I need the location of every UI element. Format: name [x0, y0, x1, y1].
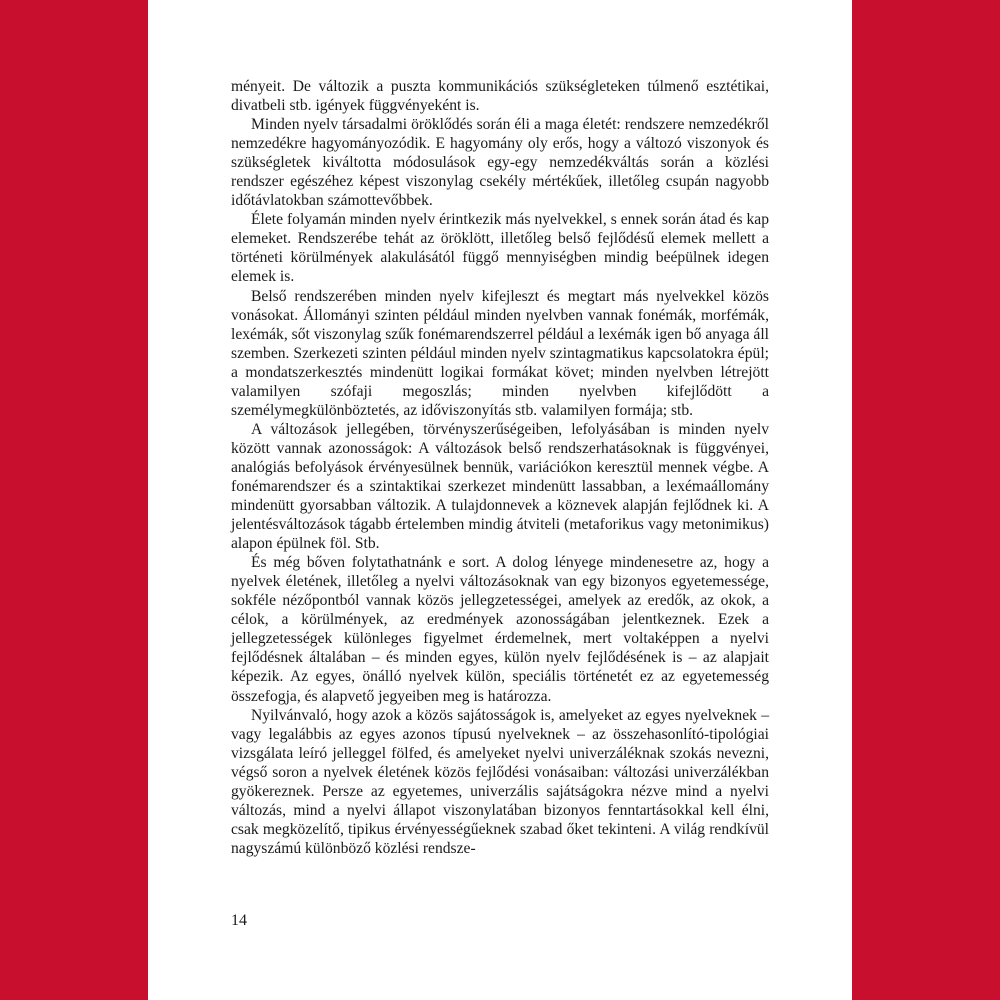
paragraph-7: Nyilvánvaló, hogy azok a közös sajátosságok is, amelyeket az egyes nyelveknek – vagy legalábbis az egyes azonos típusú nyelveknek – az összehasonlító-tipológiai vizsgálata leíró jelleggel fölfed, és amelyeket nyelvi univerzáléknak szokás nevezni, végső soron a nyelvek életének közös fejlődési vonásaiban: változási univerzálékban gyökereznek. Persze az egyetemes, univerzális sajátságokra nézve mind a nyelvi változás, mind a nyelvi állapot viszonylatában bizonyos fenntartásokkal kell élni, csak megközelítő, tipikus érvényességűeknek szabad őket tekinteni. A világ rendkívül nagyszámú különböző közlési rendsze-	[231, 706, 769, 857]
right-red-border	[852, 0, 1000, 1000]
page-number: 14	[231, 912, 247, 929]
paragraph-6: És még bőven folytathatnánk e sort. A dolog lényege mindenesetre az, hogy a nyelvek életének, illetőleg a nyelvi változásoknak van egy bizonyos egyetemessége, sokféle nézőpontból vannak közös jellegzetességei, amelyek az eredők, az okok, a célok, a körülmények, az eredmények azonosságában jelentkeznek. Ezek a jellegzetességek különleges figyelmet érdemelnek, mert voltaképpen a nyelvi fejlődésnek általában – és minden egyes, külön nyelv fejlődésének is – az alapjait képezik. Az egyes, önálló nyelvek külön, speciális történetét ez az egyetemesség összefogja, és alapvető jegyeiben meg is határozza.	[231, 554, 769, 705]
paragraph-2: Minden nyelv társadalmi öröklődés során éli a maga életét: rendszere nemzedékről nemzedékre hagyományozódik. E hagyomány oly erős, hogy a változó viszonyok és szükségletek kiváltotta módosulások egy-egy nemzedékváltás során a közlési rendszer egészéhez képest viszonylag csekély mértékűek, illetőleg csupán nagyobb időtávlatokban számottevőbbek.	[231, 116, 769, 210]
paragraph-3: Élete folyamán minden nyelv érintkezik más nyelvekkel, s ennek során átad és kap elemeket. Rendszerébe tehát az öröklött, illetőleg belső fejlődésű elemek mellett a történeti körülmények alakulásától függő mennyiségben mindig beépülnek idegen elemek is.	[231, 211, 769, 286]
body-text	[231, 77, 769, 858]
paragraph-1: ményeit. De változik a puszta kommunikációs szükségleteken túlmenő esztétikai, divatbeli stb. igények függvényeként is.	[231, 78, 769, 115]
book-page	[148, 0, 852, 1000]
paragraph-5: A változások jellegében, törvényszerűségeiben, lefolyásában is minden nyelv között vannak azonosságok: A változások belső rendszerhatásoknak is függvényei, analógiás befolyások érvényesülnek bennük, variációkon keresztül mennek végbe. A fonémarendszer és a szintaktikai szerkezet mindenütt lassabban, a lexémaállomány mindenütt gyorsabban változik. A tulajdonnevek a köznevek alapján fejlődnek ki. A jelentésváltozások tágabb értelemben mindig átviteli (metaforikus vagy metonimikus) alapon épülnek föl. Stb.	[231, 420, 769, 553]
left-red-border	[0, 0, 148, 1000]
paragraph-4: Belső rendszerében minden nyelv kifejleszt és megtart más nyelvekkel közös vonásokat. Állományi szinten például minden nyelvben vannak fonémák, morfémák, lexémák, sőt viszonylag szűk fonémarendszerrel például a lexémák igen bő anyaga áll szemben. Szerkezeti szinten például minden nyelv szintagmatikus kapcsolatokra épül; a mondatszerkesztés mindenütt logikai formákat követ; minden nyelvben létrejött valamilyen szófaji megoszlás; minden nyelvben kifejlődött a személymegkülönböztetés, az időviszonyítás stb. valamilyen formája; stb.	[231, 287, 769, 419]
